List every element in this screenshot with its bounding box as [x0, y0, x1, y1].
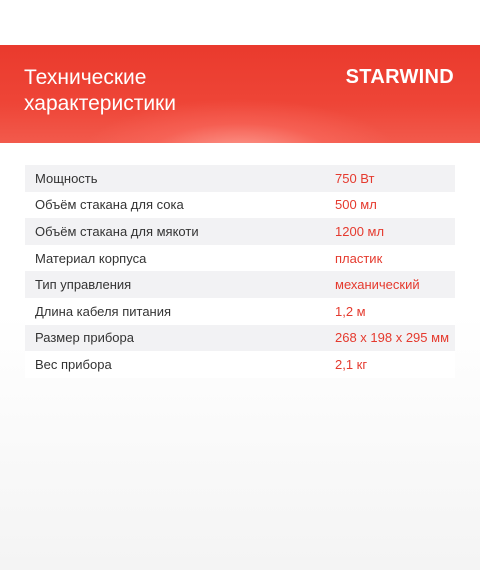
spec-row-weight — [25, 351, 455, 378]
spec-label: Мощность — [35, 170, 98, 186]
spec-label: Вес прибора — [35, 356, 112, 372]
spec-label: Тип управления — [35, 277, 132, 293]
spec-value: 1200 мл — [335, 223, 385, 239]
spec-label: Размер прибора — [35, 330, 134, 346]
spec-row-juice-jug — [25, 192, 455, 219]
spec-table — [25, 165, 455, 378]
spec-row-dimensions — [25, 325, 455, 352]
spec-label: Длина кабеля питания — [35, 303, 172, 319]
spec-label: Объём стакана для сока — [35, 197, 184, 213]
spec-value: 1,2 м — [335, 303, 366, 319]
spec-value: 2,1 кг — [335, 356, 368, 372]
spec-value: механический — [335, 277, 420, 293]
spec-row-power — [25, 165, 455, 192]
spec-label: Объём стакана для мякоти — [35, 223, 199, 239]
header-banner — [0, 45, 480, 143]
spec-row-cable-length — [25, 298, 455, 325]
page-title — [24, 65, 244, 117]
title-line-1: Технические — [24, 66, 147, 89]
spec-row-body-material — [25, 245, 455, 272]
spec-row-pulp-container — [25, 218, 455, 245]
spec-label: Материал корпуса — [35, 250, 147, 266]
spec-value: 500 мл — [335, 197, 377, 213]
spec-value: пластик — [335, 250, 383, 266]
brand-logo: STARWIND — [345, 66, 454, 88]
spec-row-control-type — [25, 271, 455, 298]
title-line-2: характеристики — [24, 92, 176, 115]
spec-value: 268 х 198 х 295 мм — [335, 330, 450, 346]
spec-value: 750 Вт — [335, 170, 375, 186]
